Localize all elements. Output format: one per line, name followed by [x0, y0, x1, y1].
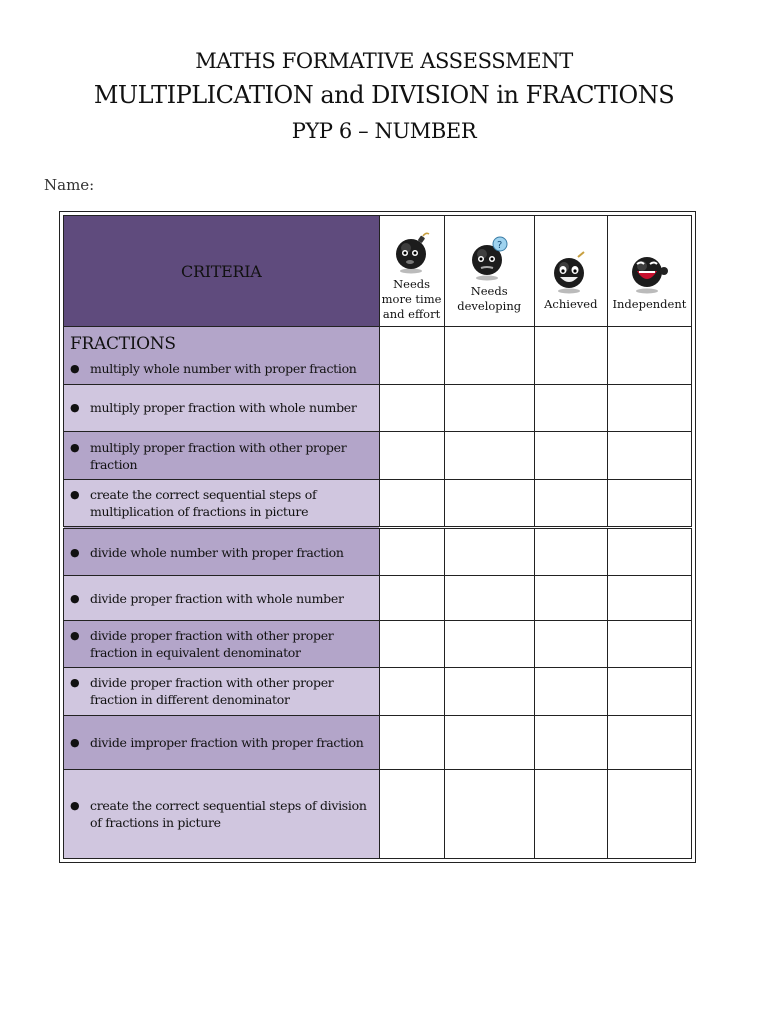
rating-cell[interactable] — [379, 620, 444, 667]
rating-cell[interactable] — [534, 480, 607, 527]
criterion-cell — [64, 480, 380, 527]
criterion-cell — [64, 715, 380, 770]
level-achieved — [534, 216, 607, 327]
rating-cell[interactable] — [607, 770, 691, 859]
criteria-header: CRITERIA — [64, 216, 380, 327]
rating-cell[interactable] — [444, 620, 534, 667]
grinning-face-icon — [551, 249, 591, 295]
criterion-text: divide whole number with proper fraction — [90, 544, 344, 560]
rating-cell[interactable] — [607, 384, 691, 431]
title-unit: PYP 6 – NUMBER — [291, 119, 477, 143]
criterion-cell — [64, 668, 380, 715]
criterion-text: divide proper fraction with whole number — [90, 590, 344, 606]
rating-cell[interactable] — [444, 432, 534, 480]
table-row — [64, 715, 692, 770]
bullet-icon: ● — [70, 676, 80, 690]
table-row — [64, 432, 692, 480]
criterion-cell — [64, 620, 380, 667]
table-row — [64, 527, 692, 575]
level-needs-developing — [444, 216, 534, 327]
criterion-text: multiply proper fraction with other proper fraction — [90, 439, 347, 472]
bomb-face-icon — [392, 231, 432, 275]
table-row — [64, 576, 692, 620]
assessment-table — [63, 215, 692, 859]
criterion-text: create the correct sequential steps of multiplication of fractions in picture — [90, 487, 317, 520]
level-label: Independent — [612, 297, 687, 312]
criterion-text: create the correct sequential steps of division of fractions in picture — [90, 798, 367, 831]
rating-cell[interactable] — [534, 668, 607, 715]
criterion-cell — [64, 527, 380, 575]
bullet-icon: ● — [70, 799, 80, 813]
criterion-text: divide proper fraction with other proper fraction in equivalent denominator — [90, 627, 334, 660]
rating-cell[interactable] — [379, 480, 444, 527]
rating-cell[interactable] — [444, 576, 534, 620]
rating-cell[interactable] — [607, 527, 691, 575]
rating-cell[interactable] — [534, 770, 607, 859]
bullet-icon: ● — [70, 440, 80, 454]
criterion-cell — [64, 432, 380, 480]
header-row — [64, 216, 692, 327]
table-row — [64, 480, 692, 527]
rating-cell[interactable] — [444, 527, 534, 575]
rating-cell[interactable] — [534, 432, 607, 480]
name-label: Name: — [44, 176, 95, 194]
rating-cell[interactable] — [534, 715, 607, 770]
criterion-cell — [64, 384, 380, 431]
rating-cell[interactable] — [444, 668, 534, 715]
rating-cell[interactable] — [607, 715, 691, 770]
table-row — [64, 384, 692, 431]
rating-cell[interactable] — [444, 770, 534, 859]
bullet-icon: ● — [70, 361, 80, 375]
level-label: Needs developing — [457, 284, 522, 314]
rating-cell[interactable] — [379, 327, 444, 385]
table-row — [64, 327, 692, 385]
rating-cell[interactable] — [534, 620, 607, 667]
rating-cell[interactable] — [379, 384, 444, 431]
bullet-icon: ● — [70, 401, 80, 415]
rating-cell[interactable] — [607, 432, 691, 480]
rating-cell[interactable] — [379, 576, 444, 620]
rating-cell[interactable] — [379, 770, 444, 859]
criterion-text: divide improper fraction with proper fraction — [90, 734, 364, 750]
rating-cell[interactable] — [379, 527, 444, 575]
rating-cell[interactable] — [607, 668, 691, 715]
bullet-icon: ● — [70, 488, 80, 502]
rating-cell[interactable] — [444, 715, 534, 770]
rating-cell[interactable] — [444, 480, 534, 527]
table-row — [64, 620, 692, 667]
criterion-cell — [64, 327, 380, 385]
criterion-text: multiply whole number with proper fraction — [90, 360, 357, 376]
criterion-cell — [64, 576, 380, 620]
bullet-icon: ● — [70, 628, 80, 642]
level-needs-more-time — [379, 216, 444, 327]
rating-cell[interactable] — [534, 576, 607, 620]
rating-cell[interactable] — [607, 620, 691, 667]
rating-cell[interactable] — [444, 327, 534, 385]
rating-cell[interactable] — [444, 384, 534, 431]
table-row — [64, 668, 692, 715]
rating-cell[interactable] — [607, 480, 691, 527]
laughing-face-icon — [627, 247, 671, 295]
rating-cell[interactable] — [607, 576, 691, 620]
svg-text:?: ? — [497, 240, 503, 252]
rating-cell[interactable] — [534, 384, 607, 431]
rating-cell[interactable] — [379, 715, 444, 770]
criterion-text: divide proper fraction with other proper fraction in different denominator — [90, 675, 334, 708]
criterion-text: multiply proper fraction with whole number — [90, 400, 357, 416]
level-label: Needs more time and effort — [381, 277, 442, 322]
level-independent — [607, 216, 691, 327]
level-label: Achieved — [544, 297, 598, 312]
rating-cell[interactable] — [379, 668, 444, 715]
bullet-icon: ● — [70, 735, 80, 749]
rating-cell[interactable] — [379, 432, 444, 480]
rating-cell[interactable] — [607, 327, 691, 385]
rating-cell[interactable] — [534, 327, 607, 385]
section-title: FRACTIONS — [70, 333, 176, 354]
title-assessment: MATHS FORMATIVE ASSESSMENT — [195, 49, 573, 73]
thinking-face-icon — [467, 236, 511, 282]
criterion-cell — [64, 770, 380, 859]
document-header — [0, 46, 768, 148]
assessment-table-frame — [59, 211, 696, 863]
rating-cell[interactable] — [534, 527, 607, 575]
title-topic: MULTIPLICATION and DIVISION in FRACTIONS — [93, 81, 675, 109]
bullet-icon: ● — [70, 545, 80, 559]
bullet-icon: ● — [70, 591, 80, 605]
table-row — [64, 770, 692, 859]
